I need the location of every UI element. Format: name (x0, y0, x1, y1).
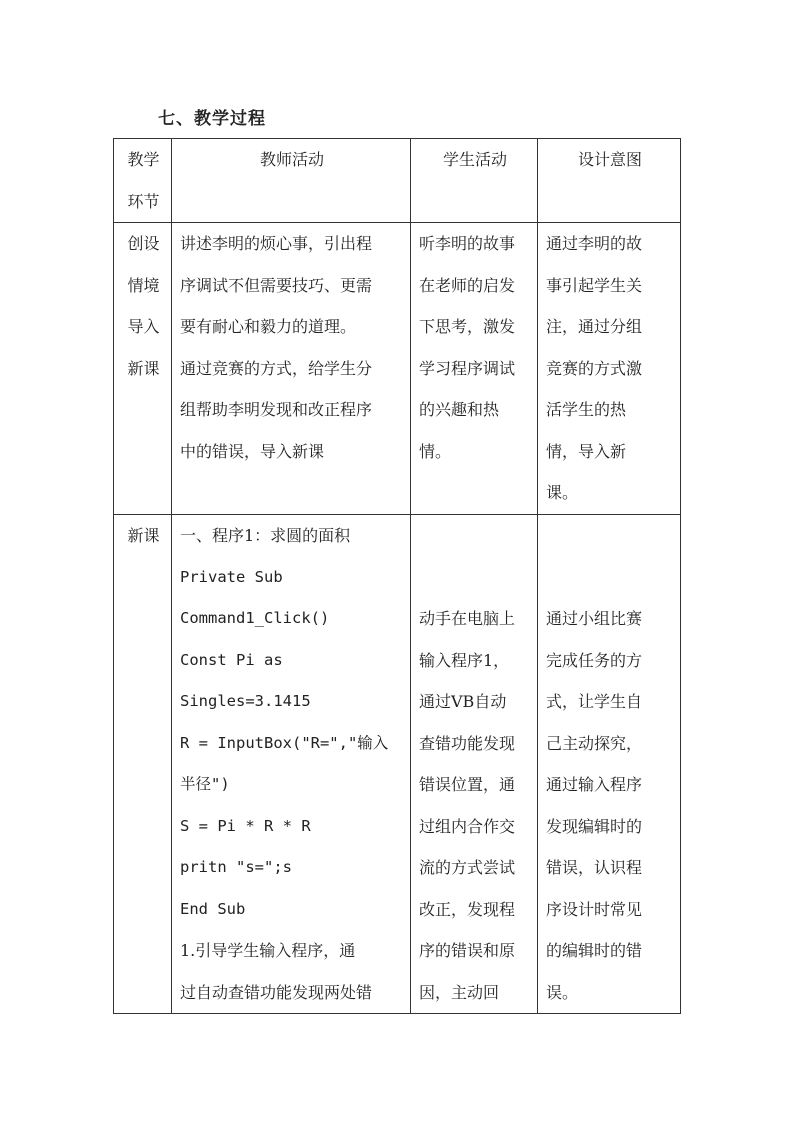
student-line: 在老师的启发 (419, 275, 516, 295)
header-phase-line: 教学 (127, 150, 160, 169)
student-activity-cell (411, 223, 538, 515)
teaching-process-table (113, 138, 681, 1014)
header-intent-cell (538, 139, 681, 223)
design-intent-cell (538, 515, 681, 1014)
phase-line: 新课 (127, 358, 160, 378)
phase-line: 新课 (127, 526, 160, 545)
student-line: 流的方式尝试 (419, 858, 516, 877)
student-line: 通过VB自动 (419, 692, 507, 711)
student-line: 过组内合作交 (419, 816, 516, 836)
student-line: 情。 (419, 441, 452, 461)
header-intent-label: 设计意图 (577, 150, 642, 169)
intent-line: 情，导入新 (546, 441, 627, 461)
teacher-activity-cell (172, 223, 411, 515)
student-line: 的兴趣和热 (419, 400, 500, 419)
intent-line: 序设计时常见 (546, 899, 643, 919)
intent-line: 完成任务的方 (546, 650, 643, 670)
code-line: Command1_Click() (180, 609, 330, 627)
intent-line: 注，通过分组 (546, 317, 643, 336)
teacher-line: 组帮助李明发现和改正程序 (180, 400, 373, 419)
intent-line: 错误，认识程 (546, 858, 643, 877)
student-line: 动手在电脑上 (419, 609, 516, 628)
intent-line: 通过李明的故 (546, 234, 643, 253)
phase-line: 导入 (127, 317, 160, 336)
header-phase-cell (114, 139, 172, 223)
student-line: 学习程序调试 (419, 358, 516, 378)
teacher-line: 通过竞赛的方式，给学生分 (180, 358, 373, 378)
teacher-line: 序调试不但需要技巧、更需 (180, 275, 373, 295)
code-line: End Sub (180, 899, 246, 918)
intent-line: 发现编辑时的 (546, 816, 643, 836)
table-header-row (114, 139, 681, 223)
teacher-line: 要有耐心和毅力的道理。 (180, 317, 357, 336)
code-line: Singles=3.1415 (180, 692, 311, 710)
intent-line: 的编辑时的错 (546, 941, 643, 960)
teacher-activity-cell (172, 515, 411, 1014)
teacher-line: 中的错误，导入新课 (180, 441, 325, 461)
phase-cell (114, 515, 172, 1014)
student-line: 听李明的故事 (419, 234, 516, 253)
table-row-new-lesson (114, 515, 681, 1014)
header-teacher-label: 教师活动 (259, 150, 324, 169)
section-title: 七、教学过程 (158, 109, 266, 129)
intent-line: 竞赛的方式激 (546, 358, 643, 378)
student-line: 序的错误和原 (419, 941, 516, 960)
header-student-cell (411, 139, 538, 223)
intent-line: 通过小组比赛 (546, 609, 643, 628)
teacher-line: 讲述李明的烦心事，引出程 (180, 234, 373, 253)
intent-line: 己主动探究， (546, 733, 643, 753)
header-phase-line: 环节 (127, 191, 160, 211)
header-teacher-cell (172, 139, 411, 223)
cell-spacer (546, 515, 674, 598)
student-line: 改正，发现程 (419, 899, 516, 919)
student-line: 下思考，激发 (419, 317, 516, 336)
header-student-label: 学生活动 (442, 150, 507, 169)
code-line: 半径") (180, 775, 230, 793)
student-activity-cell (411, 515, 538, 1014)
teacher-line: 1.引导学生输入程序，通 (180, 941, 356, 960)
teacher-line: 过自动查错功能发现两处错 (180, 982, 373, 1002)
phase-line: 情境 (127, 275, 160, 295)
phase-cell (114, 223, 172, 515)
student-line: 输入程序1， (419, 650, 510, 670)
student-line: 查错功能发现 (419, 733, 516, 753)
code-line: S = Pi * R * R (180, 816, 311, 835)
intent-line: 通过输入程序 (546, 775, 643, 794)
phase-line: 创设 (127, 234, 160, 253)
table-row-intro (114, 223, 681, 515)
intent-line: 事引起学生关 (546, 275, 643, 295)
intent-line: 活学生的热 (546, 400, 627, 419)
code-line: R = InputBox("R=","输入 (180, 733, 389, 752)
code-line: pritn "s=";s (180, 858, 292, 876)
intent-line: 式，让学生自 (546, 692, 643, 711)
design-intent-cell (538, 223, 681, 515)
intent-line: 课。 (546, 483, 579, 502)
student-line: 错误位置，通 (419, 775, 516, 794)
code-line: Const Pi as (180, 650, 283, 669)
intent-line: 误。 (546, 982, 579, 1002)
student-line: 因，主动回 (419, 982, 500, 1002)
cell-spacer (419, 515, 531, 598)
teacher-line: 一、程序1：求圆的面积 (180, 526, 351, 545)
code-line: Private Sub (180, 567, 283, 586)
